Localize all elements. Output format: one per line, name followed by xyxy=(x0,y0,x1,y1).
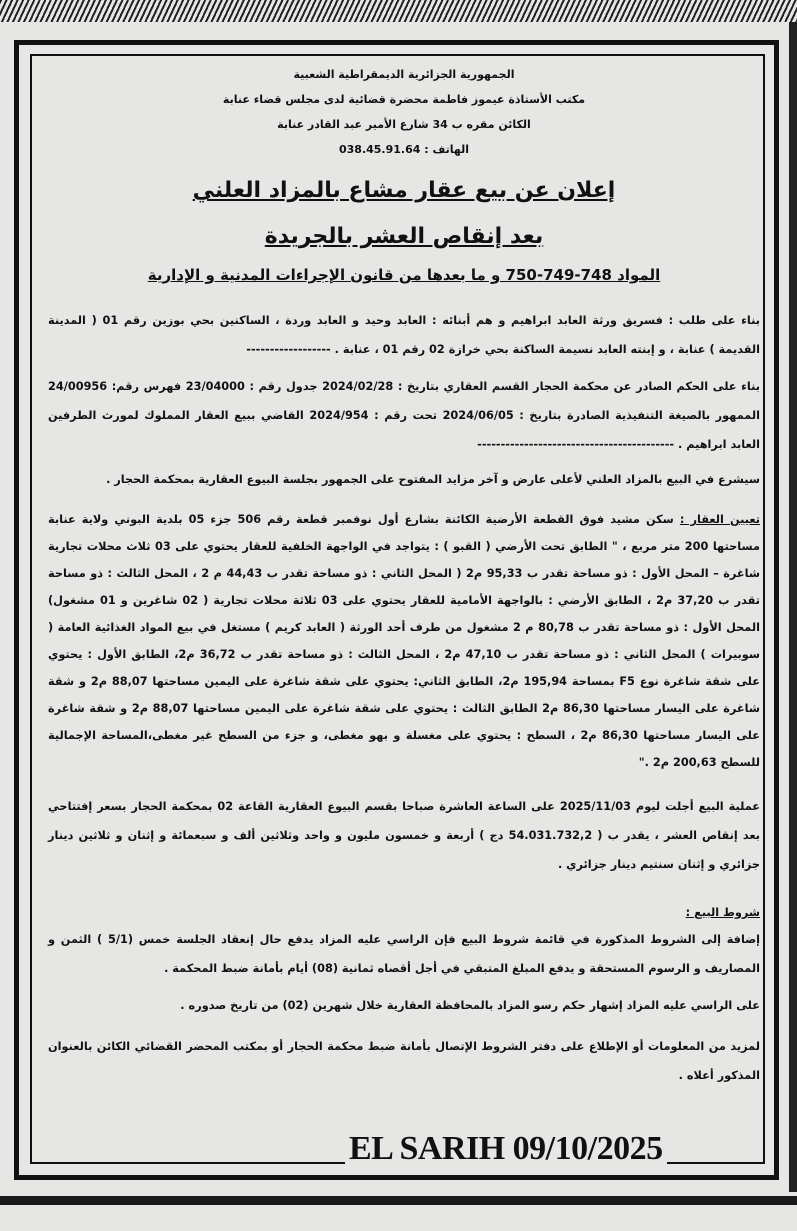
legal-articles: المواد 748-749-750 و ما بعدها من قانون الإجراءات المدنية و الإدارية xyxy=(147,266,661,284)
newspaper-date-stamp: EL SARIH 09/10/2025 xyxy=(345,1130,667,1168)
paragraph-publication: على الراسي عليه المزاد إشهار حكم رسو المزاد بالمحافظة العقارية خلال شهرين (02) من تاريخ صدوره . xyxy=(180,999,760,1012)
paragraph-contact: لمزيد من المعلومات أو الإطلاع على دفتر الشروط الإتصال بأمانة ضبط محكمة الحجار أو بمكتب المحضر القضائي الكائن بالعنوان المذكور أعلاه . xyxy=(48,1040,760,1082)
conditions-heading xyxy=(48,901,760,925)
notice-title: إعلان عن بيع عقار مشاع بالمزاد العلني xyxy=(192,178,616,203)
legal-notice xyxy=(48,62,760,1090)
notice-subtitle: بعد إنقاص العشر بالجريدة xyxy=(264,224,544,249)
paragraph-sale-start: سيشرع في البيع بالمزاد العلني لأعلى عارض و آخر مزايد المفتوح على الجمهور بجلسة البيوع العقارية بمحكمة الحجار . xyxy=(106,473,760,486)
paragraph-property xyxy=(48,506,760,776)
header-republic: الجمهورية الجزائرية الديمقراطية الشعبية xyxy=(293,68,515,81)
bottom-rule xyxy=(0,1196,797,1205)
page-edge-hatching xyxy=(0,0,797,22)
header-phone: الهاتف : 038.45.91.64 xyxy=(338,143,469,156)
paragraph-judgment: بناء على الحكم الصادر عن محكمة الحجار القسم العقاري بتاريخ : 2024/02/28 جدول رقم : 23/04000 فهرس رقم: 24/00956 الممهور بالصيغة التنفيذية الصادرة بتاريخ : 2024/06/05 تحت رقم : 2024/954 القاضي ببيع العقار المملوك لمورث الطرفين العابد ابراهيم . ------------------------------------------ xyxy=(48,380,761,451)
paragraph-payment-conditions: إضافة إلى الشروط المذكورة في قائمة شروط البيع فإن الراسي عليه المزاد يدفع حال إنعقاد الجلسة خمس (5/1 ) الثمن و المصاريف و الرسوم المستحقة و يدفع المبلغ المتبقي في أجل أقصاه ثمانية (08) أيام بأمانة ضبط المحكمة . xyxy=(48,933,760,975)
conditions-heading-text: شروط البيع : xyxy=(685,906,760,919)
paragraph-sale-date-price: عملية البيع أجلت ليوم 2025/11/03 على الساعة العاشرة صباحا بقسم البيوع العقارية القاعة 02 بمحكمة الحجار بسعر إفتتاحي بعد إنقاص العشر ، يقدر ب ( 54.031.732,2 دج ) أربعة و خمسون مليون و واحد وثلاثين ألف و سبعمائة و إثنان و ثلاثين دينار جزائري و إثنان سنتيم دينار جزائري . xyxy=(48,800,760,871)
right-border-bar xyxy=(789,22,797,1192)
property-label: تعيين العقار : xyxy=(679,513,761,526)
property-description: سكن مشيد فوق القطعة الأرضية الكائنة بشارع أول نوفمبر قطعة رقم 506 جزء 05 بلدية البوني ولاية عنابة مساحتها 200 متر مربع ، " الطابق تحت الأرضي ( القبو ) : يتواجد في الواجهة الخلفية للعقار يحتوي على 03 ثلاث محلات تجارية شاغرة – المحل الأول : ذو مساحة تقدر ب 95,33 م2 ( المحل الثاني : ذو مساحة تقدر ب 44,43 م 2 ، المحل الثالث : ذو مساحة تقدر ب 37,20 م2 ، الطابق الأرضي : بالواجهة الأمامية للعقار يحتوي على 03 ثلاثة محلات تجارية ( 02 شاغرين و 01 مشغول) المحل الأول : ذو مساحة تقدر ب 80,78 م 2 مشغول من طرف أحد الورثة ( العابد كريم ) مستغل في بيع المواد الغذائية العامة ( سوبيرات ) المحل الثاني : ذو مساحة تقدر ب 47,10 م2 ، المحل الثالث : ذو مساحة تقدر ب 36,72 م2، الطابق الأول : يحتوي على شقة شاغرة نوع F5 بمساحة 195,94 م2، الطابق الثاني: يحتوي على شقة شاغرة على اليمين مساحتها 88,07 م2 و شقة شاغرة على اليسار مساحتها 86,30 م2 الطابق الثالث : يحتوي على شقة شاغرة على اليمين مساحتها 88,07 م2 و شقة شاغرة على اليسار مساحتها 86,30 م2 ، السطح : يحتوي على مغسلة و بهو مغطى، و جزء من السطح غير مغطى،المساحة الإجمالية للسطح 200,63 م2 ." xyxy=(48,513,761,769)
paragraph-request: بناء على طلب : فسريق ورثة العابد ابراهيم و هم أبنائه : العابد وحيد و العابد وردة ، الساكنين بحي بوزين رقم 01 ( المدينة القديمة ) عنابة ، و إبنته العابد نسيمة الساكنة بحي خرازة 02 رقم 01 ، عنابة . ------------------ xyxy=(48,314,760,356)
header-address: الكائن مقره ب 34 شارع الأمير عبد القادر عنابة xyxy=(277,118,531,131)
header-office: مكتب الأستاذة عيموز فاطمة محضرة قضائية لدى مجلس قضاء عنابة xyxy=(222,93,586,106)
